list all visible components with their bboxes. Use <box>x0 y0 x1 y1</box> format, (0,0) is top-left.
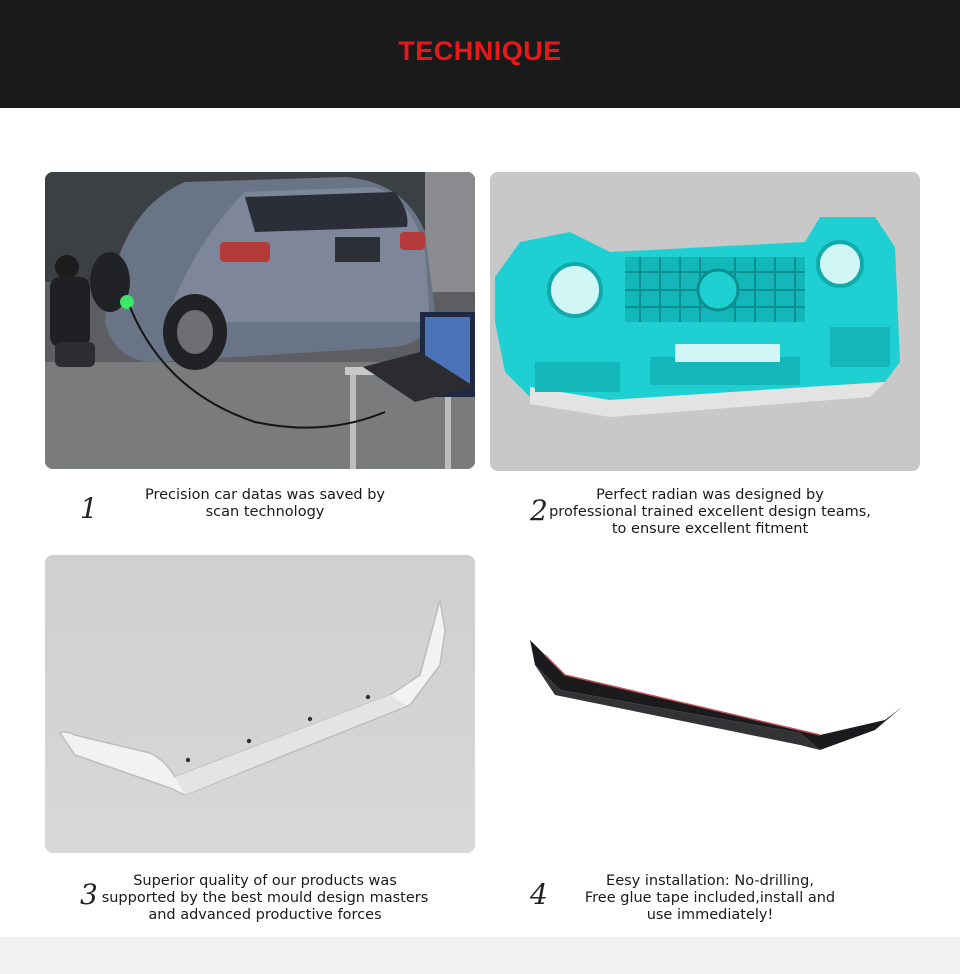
caption-line: and advanced productive forces <box>148 907 382 923</box>
step-caption-2 <box>545 487 875 538</box>
step-caption-4 <box>575 873 845 924</box>
caption-line: scan technology <box>205 504 325 520</box>
bumper-cad-model <box>490 172 920 471</box>
caption-line: professional trained excellent design teams, <box>549 504 871 520</box>
black-lip-product <box>490 555 920 853</box>
scan-photo <box>45 172 475 469</box>
step-number-3: 3 <box>80 878 98 911</box>
caption-line: Free glue tape included,install and <box>584 890 836 906</box>
step-caption-1 <box>130 487 400 521</box>
caption-line: to ensure excellent fitment <box>611 521 809 537</box>
white-lip-render <box>45 555 475 853</box>
step-number-1: 1 <box>80 492 98 525</box>
page-header <box>0 0 960 108</box>
caption-line: Superior quality of our products was <box>133 873 397 889</box>
caption-line: Precision car datas was saved by <box>144 487 385 503</box>
caption-line: Eesy installation: No-drilling, <box>606 873 814 889</box>
step-caption-3 <box>95 873 435 924</box>
page-title: TECHNIQUE <box>398 36 562 66</box>
caption-line: use immediately! <box>646 907 774 923</box>
page-footer-band <box>0 937 960 974</box>
caption-line: supported by the best mould design masters <box>101 890 429 906</box>
step-number-4: 4 <box>530 878 548 911</box>
caption-line: Perfect radian was designed by <box>596 487 824 503</box>
step-number-2: 2 <box>530 494 548 527</box>
